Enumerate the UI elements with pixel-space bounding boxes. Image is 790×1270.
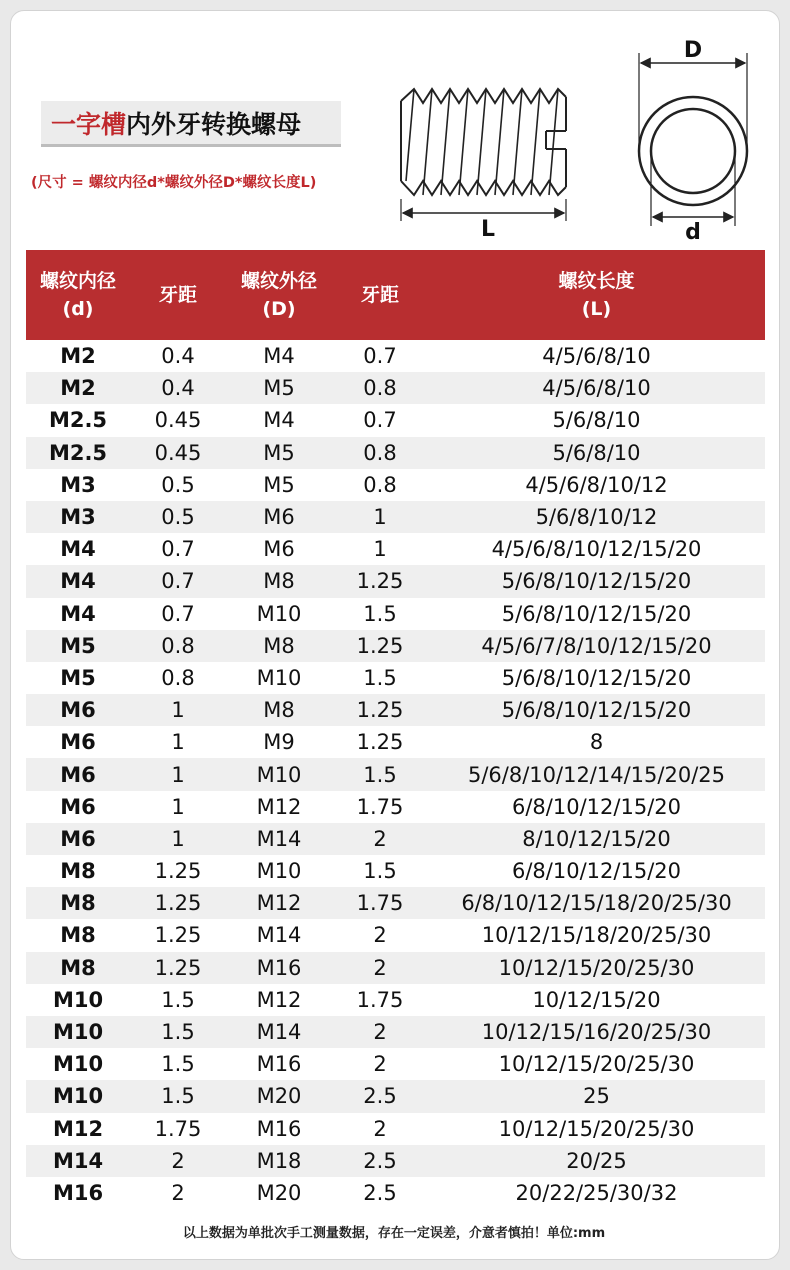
inner-diameter-cell: M5: [60, 665, 96, 690]
pitch-outer-cell: 0.7: [363, 344, 397, 369]
inner-diameter-cell: M5: [60, 633, 96, 658]
table-row: [26, 469, 765, 501]
pitch-outer-cell: 2: [373, 1116, 387, 1141]
page-title: [41, 101, 341, 147]
table-row: [26, 1048, 765, 1080]
pitch-inner-cell: 1: [171, 762, 185, 787]
header-length: 螺纹长度 (L): [558, 270, 635, 320]
length-cell: 10/12/15/20/25/30: [498, 1052, 695, 1077]
table-row: [26, 1145, 765, 1177]
pitch-inner-cell: 0.4: [161, 344, 195, 369]
pitch-outer-cell: 1: [373, 537, 387, 562]
front-view-drawing: [639, 53, 747, 226]
outer-diameter-cell: M14: [256, 923, 302, 948]
outer-diameter-cell: M14: [256, 826, 302, 851]
table-row: [26, 372, 765, 404]
pitch-outer-cell: 1.25: [356, 633, 404, 658]
pitch-inner-cell: 0.7: [161, 601, 195, 626]
pitch-inner-cell: 1.25: [154, 955, 202, 980]
inner-diameter-cell: M10: [52, 1020, 104, 1045]
pitch-inner-cell: 1.5: [161, 987, 195, 1012]
outer-diameter-cell: M10: [256, 859, 302, 884]
pitch-inner-cell: 1.25: [154, 891, 202, 916]
inner-diameter-cell: M6: [60, 794, 96, 819]
pitch-inner-cell: 1.5: [161, 1084, 195, 1109]
pitch-inner-cell: 1: [171, 730, 185, 755]
outer-diameter-cell: M5: [263, 440, 295, 465]
inner-diameter-cell: M3: [60, 472, 96, 497]
inner-diameter-cell: M4: [60, 601, 96, 626]
length-cell: 5/6/8/10/12/15/20: [501, 569, 692, 594]
pitch-outer-cell: 2.5: [363, 1180, 397, 1205]
table-row: [26, 1080, 765, 1112]
inner-diameter-cell: M14: [52, 1148, 104, 1173]
outer-diameter-cell: M10: [256, 601, 302, 626]
inner-diameter-cell: M2.5: [48, 408, 108, 433]
pitch-inner-cell: 0.8: [161, 665, 195, 690]
inner-diameter-cell: M8: [60, 923, 96, 948]
pitch-outer-cell: 1.25: [356, 569, 404, 594]
length-cell: 20/22/25/30/32: [515, 1180, 678, 1205]
length-cell: 4/5/6/8/10: [542, 344, 651, 369]
length-cell: 6/8/10/12/15/20: [512, 794, 681, 819]
pitch-inner-cell: 1: [171, 698, 185, 723]
length-cell: 4/5/6/8/10: [542, 376, 651, 401]
length-cell: 5/6/8/10/12/15/20: [501, 665, 692, 690]
length-cell: 4/5/6/8/10/12: [525, 472, 668, 497]
pitch-outer-cell: 1.75: [356, 987, 404, 1012]
table-row: [26, 662, 765, 694]
outer-diameter-cell: M12: [256, 794, 302, 819]
pitch-outer-cell: 0.8: [363, 472, 397, 497]
pitch-outer-cell: 1.25: [356, 698, 404, 723]
inner-diameter-cell: M10: [52, 1052, 104, 1077]
pitch-outer-cell: 2: [373, 1052, 387, 1077]
length-cell: 5/6/8/10/12/15/20: [501, 698, 692, 723]
length-cell: 6/8/10/12/15/18/20/25/30: [461, 891, 732, 916]
outer-diameter-cell: M18: [256, 1148, 302, 1173]
inner-diameter-cell: M4: [60, 537, 96, 562]
pitch-outer-cell: 0.8: [363, 376, 397, 401]
pitch-inner-cell: 0.7: [161, 569, 195, 594]
inner-diameter-cell: M8: [60, 955, 96, 980]
pitch-inner-cell: 0.45: [154, 408, 202, 433]
pitch-outer-cell: 0.8: [363, 440, 397, 465]
length-cell: 5/6/8/10: [552, 440, 641, 465]
table-row: [26, 855, 765, 887]
spec-table-body: [26, 340, 765, 1209]
header-pitch-inner: 牙距: [158, 284, 197, 306]
title-highlight: 一字槽: [51, 109, 127, 139]
inner-diameter-cell: M10: [52, 987, 104, 1012]
pitch-inner-cell: 2: [171, 1148, 185, 1173]
footnote: 以上数据为单批次手工测量数据，存在一定误差，介意者慎拍！单位:mm: [182, 1226, 606, 1241]
pitch-inner-cell: 0.5: [161, 472, 195, 497]
outer-diameter-cell: M9: [263, 730, 295, 755]
pitch-inner-cell: 1.75: [154, 1116, 202, 1141]
length-cell: 8/10/12/15/20: [522, 826, 671, 851]
inner-diameter-cell: M6: [60, 730, 96, 755]
table-row: [26, 630, 765, 662]
inner-diameter-cell: M3: [60, 505, 96, 530]
title-main: 内外牙转换螺母: [126, 109, 302, 139]
outer-diameter-cell: M5: [263, 376, 295, 401]
length-cell: 4/5/6/8/10/12/15/20: [491, 537, 702, 562]
pitch-outer-cell: 2: [373, 1020, 387, 1045]
label-d: d: [685, 220, 701, 245]
table-row: [26, 1177, 765, 1209]
length-cell: 25: [583, 1084, 610, 1109]
table-header: [26, 250, 765, 340]
outer-diameter-cell: M16: [256, 1116, 302, 1141]
pitch-inner-cell: 0.5: [161, 505, 195, 530]
outer-diameter-cell: M8: [263, 698, 295, 723]
table-row: [26, 437, 765, 469]
outer-diameter-cell: M14: [256, 1020, 302, 1045]
inner-diameter-cell: M6: [60, 698, 96, 723]
pitch-outer-cell: 0.7: [363, 408, 397, 433]
pitch-outer-cell: 1.5: [363, 859, 397, 884]
pitch-inner-cell: 1.25: [154, 923, 202, 948]
table-row: [26, 565, 765, 597]
length-cell: 5/6/8/10/12/15/20: [501, 601, 692, 626]
pitch-inner-cell: 1.25: [154, 859, 202, 884]
pitch-outer-cell: 2.5: [363, 1148, 397, 1173]
side-view-drawing: [401, 89, 566, 221]
table-row: [26, 340, 765, 372]
label-D: D: [683, 38, 703, 63]
length-cell: 10/12/15/20/25/30: [498, 1116, 695, 1141]
header-pitch-outer: 牙距: [360, 284, 399, 306]
table-row: [26, 984, 765, 1016]
outer-diameter-cell: M6: [263, 505, 295, 530]
pitch-inner-cell: 1.5: [161, 1020, 195, 1045]
pitch-outer-cell: 1.5: [363, 665, 397, 690]
length-cell: 10/12/15/20/25/30: [498, 955, 695, 980]
inner-diameter-cell: M8: [60, 859, 96, 884]
table-row: [26, 598, 765, 630]
pitch-outer-cell: 2: [373, 955, 387, 980]
table-row: [26, 404, 765, 436]
table-row: [26, 952, 765, 984]
table-row: [26, 823, 765, 855]
pitch-inner-cell: 0.45: [154, 440, 202, 465]
table-row: [26, 887, 765, 919]
inner-diameter-cell: M12: [52, 1116, 104, 1141]
inner-diameter-cell: M6: [60, 826, 96, 851]
length-cell: 6/8/10/12/15/20: [512, 859, 681, 884]
outer-diameter-cell: M10: [256, 665, 302, 690]
label-L: L: [480, 217, 496, 242]
pitch-outer-cell: 2: [373, 923, 387, 948]
pitch-outer-cell: 1: [373, 505, 387, 530]
inner-diameter-cell: M6: [60, 762, 96, 787]
inner-diameter-cell: M4: [60, 569, 96, 594]
outer-diameter-cell: M16: [256, 1052, 302, 1077]
table-row: [26, 758, 765, 790]
outer-diameter-cell: M12: [256, 891, 302, 916]
inner-diameter-cell: M2: [60, 344, 96, 369]
length-cell: 4/5/6/7/8/10/12/15/20: [481, 633, 712, 658]
pitch-outer-cell: 1.5: [363, 762, 397, 787]
outer-diameter-cell: M16: [256, 955, 302, 980]
length-cell: 10/12/15/18/20/25/30: [481, 923, 712, 948]
length-cell: 10/12/15/16/20/25/30: [481, 1020, 712, 1045]
pitch-inner-cell: 1: [171, 794, 185, 819]
header-inner-diameter: 螺纹内径 (d): [39, 270, 116, 320]
outer-diameter-cell: M20: [256, 1084, 302, 1109]
table-row: [26, 791, 765, 823]
table-row: [26, 694, 765, 726]
outer-diameter-cell: M12: [256, 987, 302, 1012]
inner-diameter-cell: M2.5: [48, 440, 108, 465]
pitch-outer-cell: 1.25: [356, 730, 404, 755]
outer-diameter-cell: M5: [263, 472, 295, 497]
pitch-inner-cell: 0.4: [161, 376, 195, 401]
length-cell: 8: [589, 730, 604, 755]
table-row: [26, 501, 765, 533]
insert-nut-diagram: [386, 31, 776, 256]
length-cell: 5/6/8/10/12/14/15/20/25: [467, 762, 725, 787]
pitch-inner-cell: 1.5: [161, 1052, 195, 1077]
inner-diameter-cell: M10: [52, 1084, 104, 1109]
outer-diameter-cell: M6: [263, 537, 295, 562]
length-cell: 20/25: [566, 1148, 627, 1173]
inner-diameter-cell: M2: [60, 376, 96, 401]
length-cell: 5/6/8/10/12: [535, 505, 658, 530]
outer-diameter-cell: M10: [256, 762, 302, 787]
outer-diameter-cell: M8: [263, 633, 295, 658]
table-row: [26, 1113, 765, 1145]
pitch-outer-cell: 2.5: [363, 1084, 397, 1109]
table-row: [26, 1016, 765, 1048]
outer-diameter-cell: M4: [263, 344, 295, 369]
table-row: [26, 533, 765, 565]
inner-diameter-cell: M8: [60, 891, 96, 916]
table-row: [26, 726, 765, 758]
dimension-note: (尺寸 = 螺纹内径d*螺纹外径D*螺纹长度L): [31, 175, 317, 191]
pitch-outer-cell: 2: [373, 826, 387, 851]
header-outer-diameter: 螺纹外径 (D): [240, 270, 317, 320]
outer-diameter-cell: M8: [263, 569, 295, 594]
inner-diameter-cell: M16: [52, 1180, 104, 1205]
pitch-outer-cell: 1.5: [363, 601, 397, 626]
length-cell: 5/6/8/10: [552, 408, 641, 433]
pitch-outer-cell: 1.75: [356, 891, 404, 916]
outer-diameter-cell: M20: [256, 1180, 302, 1205]
length-cell: 10/12/15/20: [532, 987, 661, 1012]
pitch-inner-cell: 2: [171, 1180, 185, 1205]
pitch-inner-cell: 0.8: [161, 633, 195, 658]
pitch-inner-cell: 1: [171, 826, 185, 851]
pitch-outer-cell: 1.75: [356, 794, 404, 819]
outer-diameter-cell: M4: [263, 408, 295, 433]
pitch-inner-cell: 0.7: [161, 537, 195, 562]
table-row: [26, 919, 765, 951]
